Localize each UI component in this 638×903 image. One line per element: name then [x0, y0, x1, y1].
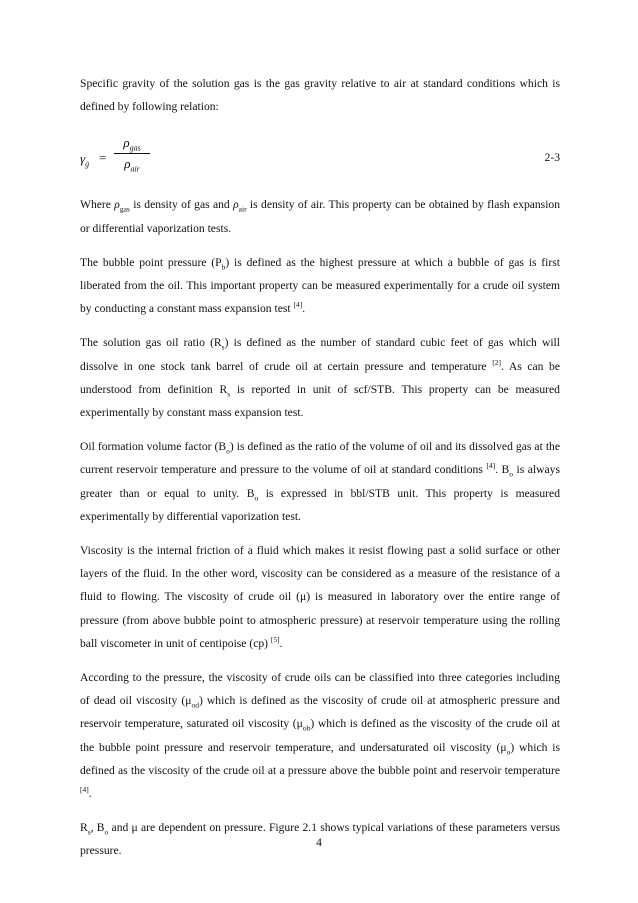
page-number: 4: [316, 836, 322, 849]
paragraph-viscosity-categories: According to the pressure, the viscosity of crude oils can be classified into three categories including of dead oil viscosity $(\mu_{od})$ which is defined as the viscosity of crude oil at atmospheric pressure and reservoir temperature, saturated oil viscosity $(\mu_{ob})$ which is defined as the viscosity of the crude oil at the bubble point pressure and reservoir temperature, and undersaturated oil viscosity $(\mu_o)$ which is defined as the viscosity of the crude oil at a pressure above the bubble point and reservoir temperature [4].: [80, 671, 560, 801]
citation-ref: [4]: [80, 785, 89, 795]
fraction-numerator: $\rho_{gas}$: [123, 135, 141, 153]
equation-fraction: [113, 133, 151, 174]
citation-ref: [5]: [270, 635, 280, 644]
fraction-denominator: $\rho_{air}$: [124, 156, 140, 174]
paragraph-pressure-dependence: $R_s$, $B_o$ and μ are dependent on pressure. Figure 2.1 shows typical variations of these parameters versus pressure.: [80, 821, 560, 858]
citation-ref: [2]: [492, 357, 501, 367]
equation-2-3: [80, 129, 560, 189]
paragraph-density-definition: Where $\rho_{gas}$ is density of gas and $\rho_{air}$ is density of air. This property can be obtained by flash expansion or differential vaporization tests.: [80, 198, 561, 235]
body-text: [80, 72, 560, 874]
paragraph-specific-gravity: Specific gravity of the solution gas is the gas gravity relative to air at standard conditions which is defined by following relation:: [80, 77, 560, 114]
paragraph-bubble-point: The bubble point pressure $(P_b)$ is defined as the highest pressure at which a bubble of gas is first liberated from the oil. This important property can be measured experimentally for a crude oil system by conducting a constant mass expansion test [4].: [80, 255, 560, 316]
equation-equals: =: [99, 150, 107, 166]
equation-label: 2-3: [544, 151, 560, 165]
paragraph-viscosity: Viscosity is the internal friction of a fluid which makes it resist flowing past a solid surface or other layers of the fluid. In the other word, viscosity can be considered as a measure of the resistance of a fluid to flowing. The viscosity of crude oil (μ) is measured in laboratory over the entire range of pressure (from above bubble point to atmospheric pressure) at reservoir temperature using the rolling ball viscometer in unit of centipoise (cp) [5].: [80, 544, 560, 650]
equation-lhs: $\gamma_g$: [80, 151, 90, 169]
paragraph-solution-gas-oil-ratio: The solution gas oil ratio $(R_s)$ is defined as the number of standard cubic feet of gas which will dissolve in one stock tank barrel of crude oil at certain pressure and temperature [2]. As can be understood from definition $R_s$ is reported in unit of scf/STB. This property can be measured experimentally by constant mass expansion test.: [80, 336, 561, 420]
citation-ref: [4]: [486, 461, 496, 471]
citation-ref: [4]: [293, 300, 303, 310]
paragraph-formation-volume-factor: Oil formation volume factor $(B_o)$ is defined as the ratio of the volume of oil and its dissolved gas at the current reservoir temperature and pressure to the volume of oil at standard conditions [4]. $B_o$ is always greater than or equal to unity. $B_o$ is expressed in bbl/STB unit. This property is measured experimentally by differential vaporization test.: [80, 440, 560, 523]
